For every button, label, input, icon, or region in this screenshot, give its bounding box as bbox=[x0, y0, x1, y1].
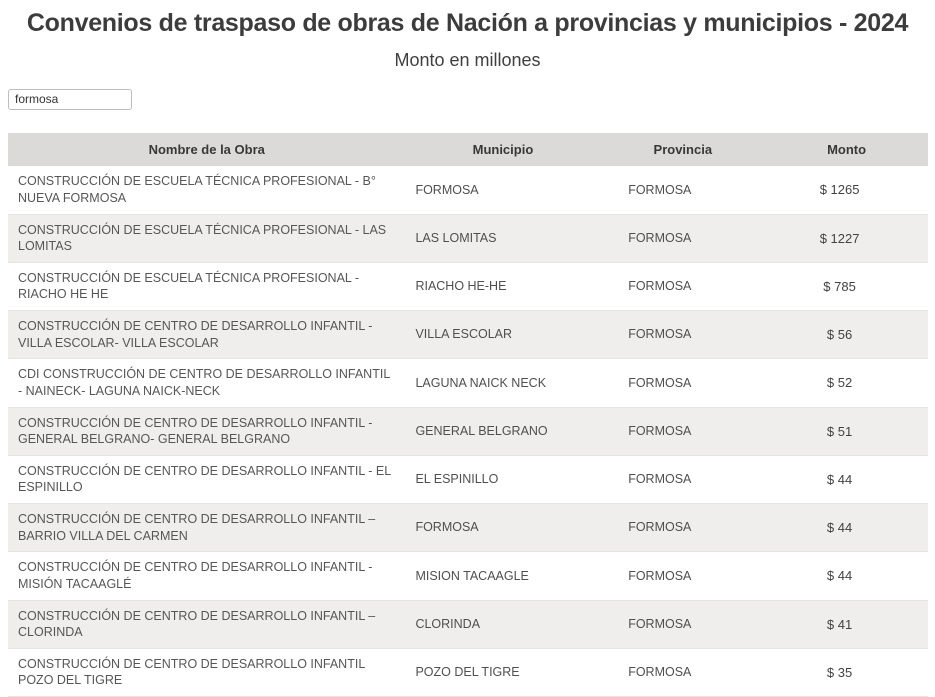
cell-monto: $ 44 bbox=[765, 455, 928, 503]
cell-provincia: FORMOSA bbox=[600, 552, 765, 600]
cell-municipio: GENERAL BELGRANO bbox=[405, 407, 600, 455]
data-table bbox=[8, 133, 928, 697]
cell-provincia: FORMOSA bbox=[600, 407, 765, 455]
cell-provincia: FORMOSA bbox=[600, 262, 765, 310]
table-row bbox=[8, 407, 928, 455]
cell-monto: $ 51 bbox=[765, 407, 928, 455]
table-row bbox=[8, 262, 928, 310]
cell-obra: CONSTRUCCIÓN DE CENTRO DE DESARROLLO INFANTIL - GENERAL BELGRANO- GENERAL BELGRANO bbox=[8, 407, 405, 455]
cell-monto: $ 56 bbox=[765, 311, 928, 359]
cell-municipio: LAS LOMITAS bbox=[405, 214, 600, 262]
table-row bbox=[8, 311, 928, 359]
cell-monto: $ 44 bbox=[765, 504, 928, 552]
cell-obra: CONSTRUCCIÓN DE ESCUELA TÉCNICA PROFESIONAL - B° NUEVA FORMOSA bbox=[8, 166, 405, 214]
table-row bbox=[8, 600, 928, 648]
cell-municipio: FORMOSA bbox=[405, 166, 600, 214]
table-header bbox=[8, 133, 928, 167]
table-row bbox=[8, 359, 928, 407]
table-row bbox=[8, 552, 928, 600]
cell-obra: CONSTRUCCIÓN DE ESCUELA TÉCNICA PROFESIONAL - RIACHO HE HE bbox=[8, 262, 405, 310]
page-title: Convenios de traspaso de obras de Nación a provincias y municipios - 2024 bbox=[26, 9, 909, 37]
cell-monto: $ 1227 bbox=[765, 214, 928, 262]
search-container bbox=[8, 89, 935, 110]
cell-provincia: FORMOSA bbox=[600, 455, 765, 503]
cell-municipio: POZO DEL TIGRE bbox=[405, 648, 600, 696]
cell-monto: $ 35 bbox=[765, 648, 928, 696]
table-header-row bbox=[8, 133, 928, 167]
cell-obra: CONSTRUCCIÓN DE CENTRO DE DESARROLLO INFANTIL - MISIÓN TACAAGLÉ bbox=[8, 552, 405, 600]
cell-provincia: FORMOSA bbox=[600, 648, 765, 696]
cell-obra: CDI CONSTRUCCIÓN DE CENTRO DE DESARROLLO INFANTIL - NAINECK- LAGUNA NAICK-NECK bbox=[8, 359, 405, 407]
cell-municipio: LAGUNA NAICK NECK bbox=[405, 359, 600, 407]
table-row bbox=[8, 166, 928, 214]
cell-obra: CONSTRUCCIÓN DE CENTRO DE DESARROLLO INFANTIL – CLORINDA bbox=[8, 600, 405, 648]
table-row bbox=[8, 504, 928, 552]
cell-provincia: FORMOSA bbox=[600, 504, 765, 552]
cell-obra: CONSTRUCCIÓN DE ESCUELA TÉCNICA PROFESIONAL - LAS LOMITAS bbox=[8, 214, 405, 262]
cell-provincia: FORMOSA bbox=[600, 600, 765, 648]
column-header-obra: Nombre de la Obra bbox=[8, 133, 405, 167]
cell-municipio: EL ESPINILLO bbox=[405, 455, 600, 503]
cell-obra: CONSTRUCCIÓN DE CENTRO DE DESARROLLO INFANTIL – BARRIO VILLA DEL CARMEN bbox=[8, 504, 405, 552]
cell-provincia: FORMOSA bbox=[600, 166, 765, 214]
cell-monto: $ 44 bbox=[765, 552, 928, 600]
cell-municipio: CLORINDA bbox=[405, 600, 600, 648]
table-row bbox=[8, 214, 928, 262]
search-input[interactable] bbox=[8, 89, 132, 110]
table-body bbox=[8, 166, 928, 696]
cell-monto: $ 785 bbox=[765, 262, 928, 310]
cell-municipio: MISION TACAAGLE bbox=[405, 552, 600, 600]
cell-provincia: FORMOSA bbox=[600, 359, 765, 407]
cell-obra: CONSTRUCCIÓN DE CENTRO DE DESARROLLO INFANTIL POZO DEL TIGRE bbox=[8, 648, 405, 696]
page-subtitle: Monto en millones bbox=[394, 49, 541, 70]
column-header-municipio: Municipio bbox=[405, 133, 600, 167]
cell-municipio: FORMOSA bbox=[405, 504, 600, 552]
table-row bbox=[8, 648, 928, 696]
cell-obra: CONSTRUCCIÓN DE CENTRO DE DESARROLLO INFANTIL - VILLA ESCOLAR- VILLA ESCOLAR bbox=[8, 311, 405, 359]
cell-monto: $ 41 bbox=[765, 600, 928, 648]
cell-provincia: FORMOSA bbox=[600, 311, 765, 359]
column-header-monto: Monto bbox=[765, 133, 928, 167]
cell-provincia: FORMOSA bbox=[600, 214, 765, 262]
cell-municipio: VILLA ESCOLAR bbox=[405, 311, 600, 359]
cell-monto: $ 52 bbox=[765, 359, 928, 407]
cell-monto: $ 1265 bbox=[765, 166, 928, 214]
cell-municipio: RIACHO HE-HE bbox=[405, 262, 600, 310]
table-row bbox=[8, 455, 928, 503]
column-header-provincia: Provincia bbox=[600, 133, 765, 167]
cell-obra: CONSTRUCCIÓN DE CENTRO DE DESARROLLO INFANTIL - EL ESPINILLO bbox=[8, 455, 405, 503]
